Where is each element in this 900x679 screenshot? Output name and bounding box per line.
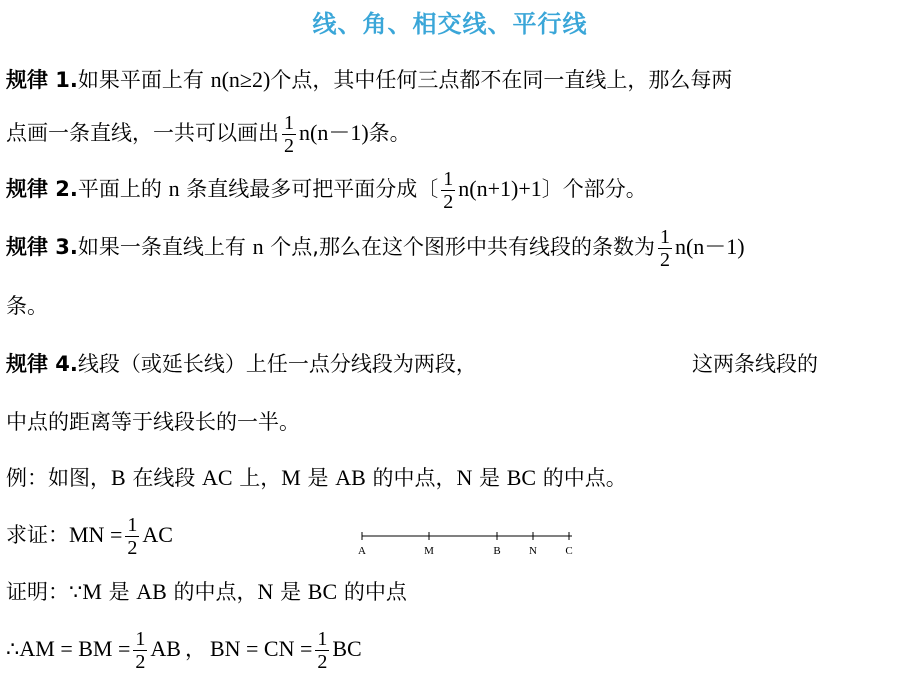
rule1-label: 规律 1. <box>6 68 78 92</box>
example-text-c: 上， <box>232 466 282 490</box>
rule4-line1 <box>6 350 477 378</box>
example-expr-c: M <box>281 465 301 490</box>
example-text-f: 是 <box>472 466 507 490</box>
fraction-denominator: 2 <box>127 536 138 559</box>
page-title: 线、角、相交线、平行线 <box>312 10 588 38</box>
rule1-text-b: 个点，其中任何三点都不在同一直线上，那么每两 <box>270 68 733 92</box>
rule3-label: 规律 3. <box>6 235 78 259</box>
rule3-expr-a: n <box>252 234 264 259</box>
rule2-label: 规律 2. <box>6 177 78 201</box>
therefore-fraction-1 <box>133 628 147 673</box>
segment-label-A: A <box>358 545 366 557</box>
prove-expr-a: MN = <box>69 522 123 547</box>
fraction-denominator: 2 <box>443 190 454 213</box>
rule3-text-c: 条。 <box>6 294 48 318</box>
rule4-line1-right <box>692 350 818 378</box>
therefore-expr-d: BC <box>332 636 362 661</box>
example-line <box>6 464 627 492</box>
example-text-d: 是 <box>300 466 336 490</box>
rule2-fraction <box>441 168 455 213</box>
segment-label-N: N <box>529 545 537 557</box>
fraction-denominator: 2 <box>317 650 328 673</box>
rule1-expr-a: n(n≥2) <box>210 67 271 92</box>
therefore-expr-a: AM = BM = <box>19 636 131 661</box>
rule1-text-d: 条。 <box>368 121 411 145</box>
proof-line <box>6 578 407 606</box>
fraction-numerator: 1 <box>135 627 146 650</box>
example-text-a: 例：如图， <box>6 466 111 490</box>
rule4-text-c: 中点的距离等于线段长的一半。 <box>6 410 300 434</box>
segment-label-B: B <box>493 545 501 557</box>
therefore-expr-b: AB <box>150 636 181 661</box>
example-expr-a: B <box>111 465 126 490</box>
proof-expr-b: AB <box>136 579 167 604</box>
rule1-text-c: 点画一条直线，一共可以画出 <box>6 121 279 145</box>
example-text-e: 的中点， <box>365 466 457 490</box>
rule3-text-a: 如果一条直线上有 <box>77 235 253 259</box>
rule2-line <box>6 164 647 214</box>
rule3-expr-b: n(n－1) <box>674 234 745 259</box>
rule4-text-a: 线段（或延长线）上任一点分线段为两段， <box>77 352 477 376</box>
rule1-line1 <box>6 66 732 94</box>
therefore-symbol: ∴ <box>6 637 20 661</box>
rule2-text-c: 〕个部分。 <box>541 177 647 201</box>
rule3-line1 <box>6 222 745 272</box>
rule1-line2 <box>6 108 411 158</box>
rule4-label: 规律 4. <box>6 352 78 376</box>
therefore-separator: ， <box>184 637 206 661</box>
example-text-g: 的中点。 <box>536 466 627 490</box>
therefore-line <box>6 624 362 674</box>
fraction-denominator: 2 <box>135 650 146 673</box>
rule3-line2 <box>6 292 48 320</box>
therefore-fraction-2 <box>315 628 329 673</box>
prove-line <box>6 510 173 560</box>
example-text-b: 在线段 <box>125 466 203 490</box>
proof-label: 证明： <box>6 580 69 604</box>
rule2-expr-b: n(n+1)+1 <box>458 176 542 201</box>
fraction-numerator: 1 <box>659 225 670 248</box>
rule2-text-b: 条直线最多可把平面分成〔 <box>179 177 439 201</box>
example-expr-e: N <box>456 465 473 490</box>
rule2-text-a: 平面上的 <box>77 177 169 201</box>
because-symbol: ∵ <box>69 580 83 604</box>
proof-text-a: 是 <box>101 580 137 604</box>
segment-label-C: C <box>565 545 573 557</box>
proof-text-c: 是 <box>273 580 308 604</box>
proof-text-d: 的中点 <box>337 580 407 604</box>
example-expr-f: BC <box>506 465 537 490</box>
rule3-text-b: 个点,那么在这个图形中共有线段的条数为 <box>263 235 655 259</box>
proof-expr-a: M <box>82 579 102 604</box>
rule1-text-a: 如果平面上有 <box>77 68 211 92</box>
fraction-numerator: 1 <box>127 513 138 536</box>
segment-label-M: M <box>424 545 434 557</box>
example-expr-d: AB <box>335 465 366 490</box>
example-expr-b: AC <box>202 465 233 490</box>
segment-diagram <box>358 528 578 558</box>
prove-fraction <box>125 514 139 559</box>
fraction-denominator: 2 <box>659 248 670 271</box>
prove-expr-b: AC <box>142 522 173 547</box>
therefore-expr-c: BN = CN = <box>209 636 313 661</box>
fraction-numerator: 1 <box>284 111 294 134</box>
proof-expr-c: N <box>257 579 274 604</box>
rule4-text-b: 这两条线段的 <box>692 352 818 376</box>
prove-label: 求证： <box>6 523 69 547</box>
rule1-fraction <box>282 112 296 157</box>
fraction-numerator: 1 <box>317 627 328 650</box>
rule2-expr-a: n <box>168 176 180 201</box>
fraction-numerator: 1 <box>443 167 454 190</box>
fraction-denominator: 2 <box>284 134 294 157</box>
rule1-expr-b: n(n－1) <box>299 120 369 145</box>
proof-expr-d: BC <box>307 579 338 604</box>
rule3-fraction <box>658 226 672 271</box>
proof-text-b: 的中点， <box>166 580 258 604</box>
rule4-line2 <box>6 408 300 436</box>
